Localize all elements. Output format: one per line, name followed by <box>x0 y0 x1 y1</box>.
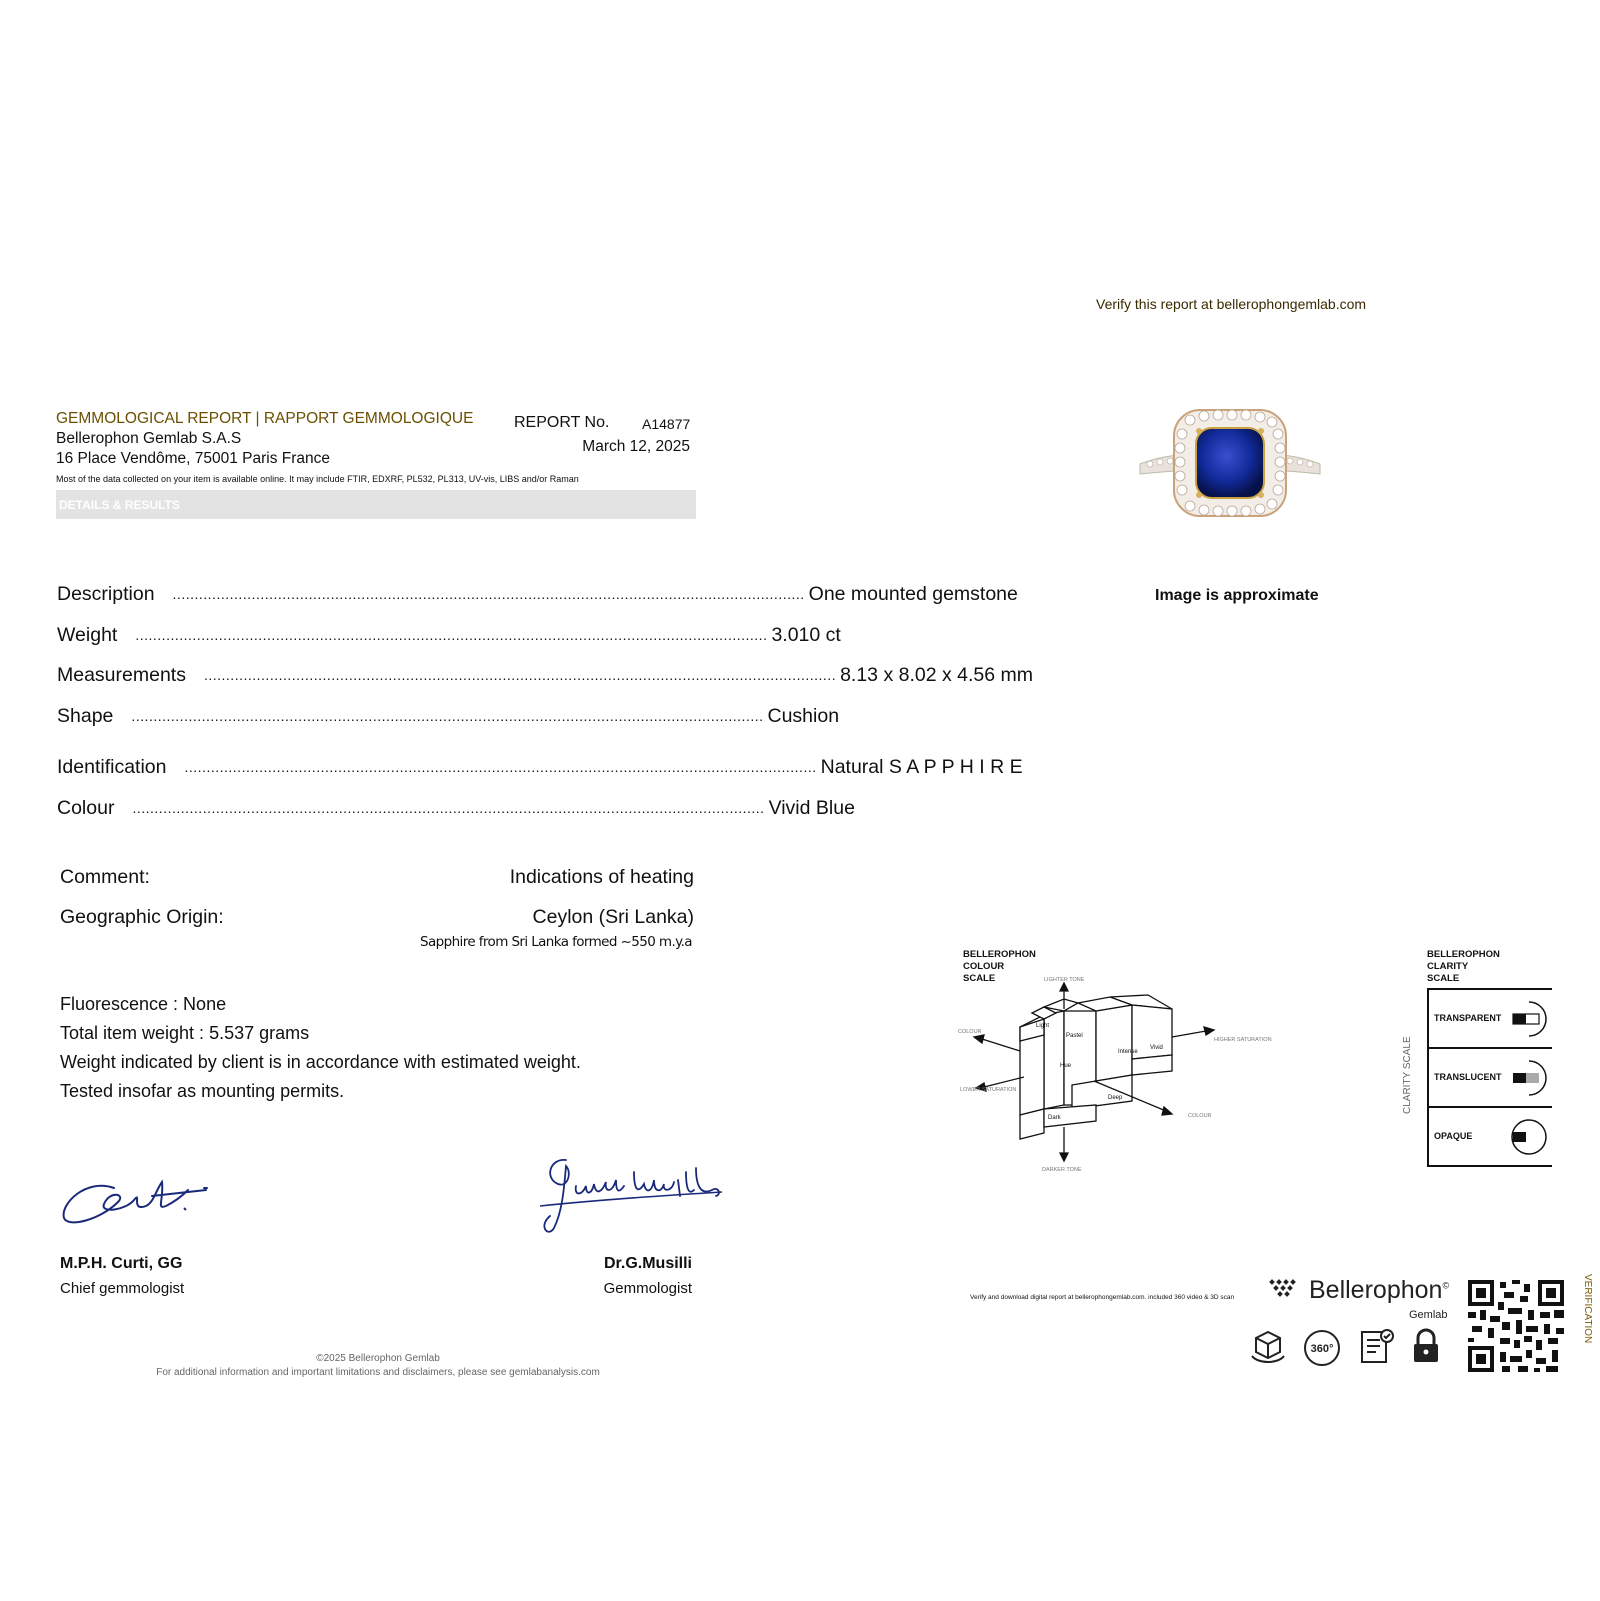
section-bar <box>56 490 696 519</box>
signatory-name: M.P.H. Curti, GG <box>60 1255 183 1272</box>
note-line: Fluorescence : None <box>60 994 227 1014</box>
dark-label: Dark <box>1048 1115 1061 1121</box>
detail-row <box>57 792 855 820</box>
brand-mark: © <box>1442 1280 1450 1291</box>
lock-icon <box>1410 1326 1442 1366</box>
colour-scale-title-line: COLOUR <box>963 961 1005 972</box>
vivid-label: Vivid <box>1150 1045 1163 1051</box>
brand-subtitle: Gemlab <box>1409 1309 1448 1321</box>
detail-value: 3.010 ct <box>771 624 841 646</box>
note-line: Tested insofar as mounting permits. <box>60 1081 345 1101</box>
copyright: ©2025 Bellerophon Gemlab <box>316 1353 440 1364</box>
leader-dots: ................................................................................................................................................ <box>203 667 837 683</box>
detail-value: 8.13 x 8.02 x 4.56 mm <box>840 664 1034 686</box>
detail-key: Colour <box>57 797 115 819</box>
light-label: Light <box>1036 1023 1050 1029</box>
clarity-level-label: TRANSPARENT <box>1434 1013 1502 1023</box>
note-line: Weight indicated by client is in accordance with estimated weight. <box>60 1052 581 1072</box>
360-video-icon[interactable] <box>1302 1328 1342 1368</box>
clarity-scale-title-line: SCALE <box>1427 973 1460 984</box>
detail-key: Shape <box>57 705 114 727</box>
report-date: March 12, 2025 <box>582 438 690 455</box>
translucent-icon <box>1509 1059 1551 1097</box>
lab-name: Bellerophon Gemlab S.A.S <box>56 430 242 447</box>
detail-key: Identification <box>57 756 167 778</box>
clarity-scale-title-line: CLARITY <box>1427 961 1469 972</box>
detail-row <box>57 700 840 728</box>
clarity-scale-title <box>1427 949 1500 985</box>
clarity-scale-title-line: BELLEROPHON <box>1427 949 1500 960</box>
opaque-icon <box>1509 1118 1551 1156</box>
report-number: A14877 <box>642 416 691 432</box>
colour-scale-title-line: BELLEROPHON <box>963 949 1036 960</box>
signature-musilli <box>536 1150 726 1240</box>
verify-link-text[interactable]: Verify this report at bellerophongemlab.com <box>1096 296 1367 312</box>
lighter-tone-label: LIGHTER TONE <box>1044 977 1085 983</box>
deep-label: Deep <box>1108 1095 1123 1101</box>
detail-key: Description <box>57 583 155 605</box>
leader-dots: ................................................................................................................................................ <box>131 708 764 724</box>
colour-scale-diagram <box>960 975 1300 1175</box>
360-badge-text: 360° <box>1310 1343 1334 1355</box>
lower-saturation-label: LOWER SATURATION <box>960 1087 1017 1093</box>
clarity-level <box>1429 990 1552 1049</box>
colour-scale-title-line: SCALE <box>963 973 996 984</box>
comment-key: Comment: <box>60 866 150 888</box>
verification-qr-code[interactable] <box>1468 1280 1564 1372</box>
disclaimer: For additional information and important limitations and disclaimers, please see gemlabanalysis.com <box>156 1367 600 1378</box>
pastel-label: Pastel <box>1066 1033 1083 1039</box>
detail-value: Vivid Blue <box>768 797 855 819</box>
origin-value: Ceylon (Sri Lanka) <box>532 906 694 928</box>
clarity-level-label: TRANSLUCENT <box>1434 1072 1502 1082</box>
clarity-level <box>1429 1108 1552 1165</box>
detail-value: Cushion <box>767 705 840 727</box>
verify-download-text: Verify and download digital report at bellerophongemlab.com. included 360 video & 3D scan <box>970 1294 1235 1301</box>
intense-label: Intense <box>1118 1049 1138 1055</box>
clarity-axis-label: CLARITY SCALE <box>1402 1036 1413 1114</box>
detail-key: Measurements <box>57 664 186 686</box>
colour-left-label: COLOUR <box>958 1029 982 1035</box>
detail-row <box>57 619 841 647</box>
leader-dots: ................................................................................................................................................ <box>184 759 817 775</box>
3d-scan-icon[interactable] <box>1248 1326 1288 1366</box>
signatory-role: Gemmologist <box>603 1280 692 1297</box>
comment-row <box>60 866 694 889</box>
origin-note: Sapphire from Sri Lanka formed ~550 m.y.a <box>420 934 692 950</box>
digital-report-icon[interactable] <box>1358 1326 1396 1366</box>
clarity-level <box>1429 1049 1552 1108</box>
detail-value: Natural S A P P H I R E <box>820 756 1023 778</box>
clarity-level-label: OPAQUE <box>1434 1131 1473 1141</box>
hue-label: Hue <box>1060 1063 1072 1069</box>
detail-row <box>57 751 1023 779</box>
transparent-icon <box>1509 1000 1551 1038</box>
brand-name-text: Bellerophon <box>1309 1276 1443 1304</box>
brand-logo-icon <box>1268 1278 1302 1300</box>
ring-image <box>1140 408 1320 520</box>
colour-right-label: COLOUR <box>1188 1113 1212 1119</box>
signatory-role: Chief gemmologist <box>60 1280 185 1297</box>
verification-vertical-label: VERIFICATION <box>1582 1274 1593 1344</box>
leader-dots: ................................................................................................................................................ <box>135 627 768 643</box>
clarity-scale-table <box>1427 988 1552 1167</box>
brand-name <box>1309 1276 1449 1305</box>
origin-row <box>60 906 694 929</box>
signatory-name: Dr.G.Musilli <box>603 1255 692 1272</box>
note-line: Total item weight : 5.537 grams <box>60 1023 310 1043</box>
report-title: GEMMOLOGICAL REPORT | RAPPORT GEMMOLOGIQUE <box>56 410 474 427</box>
data-note: Most of the data collected on your item is available online. It may include FTIR, EDXRF, PL532, PL313, UV-vis, LIBS and/or Raman <box>56 474 579 484</box>
signature-curti <box>56 1160 216 1232</box>
origin-key: Geographic Origin: <box>60 906 224 928</box>
image-caption: Image is approximate <box>1155 587 1319 604</box>
leader-dots: ................................................................................................................................................ <box>172 586 805 602</box>
detail-row <box>57 659 1034 687</box>
detail-value: One mounted gemstone <box>808 583 1018 605</box>
lab-address: 16 Place Vendôme, 75001 Paris France <box>56 450 331 467</box>
leader-dots: ................................................................................................................................................ <box>132 800 765 816</box>
section-bar-label: DETAILS & RESULTS <box>59 498 180 512</box>
darker-tone-label: DARKER TONE <box>1042 1167 1082 1173</box>
higher-saturation-label: HIGHER SATURATION <box>1214 1037 1272 1043</box>
report-number-label: REPORT No. <box>514 414 610 431</box>
detail-key: Weight <box>57 624 118 646</box>
comment-value: Indications of heating <box>509 866 694 888</box>
detail-row <box>57 578 1018 606</box>
